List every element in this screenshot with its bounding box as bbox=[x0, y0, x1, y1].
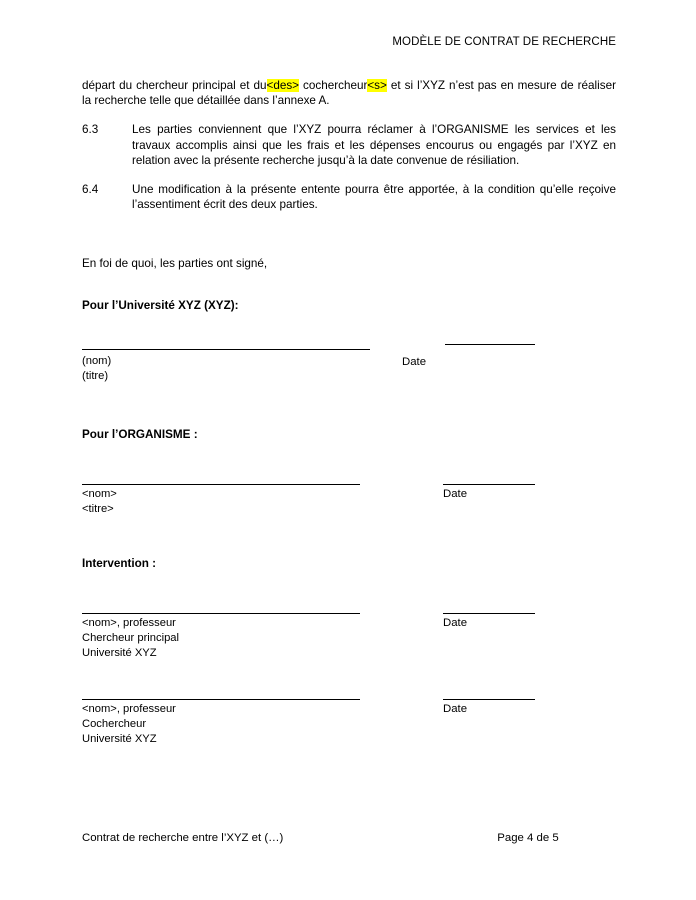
signature-name-line-1: <nom> bbox=[82, 488, 117, 500]
date-label: Date bbox=[443, 703, 468, 715]
signature-line-date bbox=[443, 484, 535, 485]
footer-page-number: Page 4 de 5 bbox=[497, 832, 559, 844]
clause-number: 6.4 bbox=[82, 183, 99, 197]
clause-number: 6.3 bbox=[82, 123, 99, 137]
date-label: Date bbox=[402, 356, 427, 368]
signature-heading-universite: Pour l’Université XYZ (XYZ): bbox=[82, 299, 239, 312]
signature-line-date bbox=[443, 699, 535, 700]
signature-name-line-3: Université XYZ bbox=[82, 647, 157, 659]
document-body bbox=[82, 78, 616, 212]
signature-line-date bbox=[445, 344, 535, 345]
date-label: Date bbox=[443, 617, 468, 629]
clause-6-3 bbox=[82, 122, 616, 168]
signature-name-line-2: (titre) bbox=[82, 370, 109, 382]
signature-heading-intervention: Intervention : bbox=[82, 557, 157, 570]
signature-lead-in: En foi de quoi, les parties ont signé, bbox=[82, 257, 268, 270]
signature-line-name bbox=[82, 613, 360, 614]
paragraph-text-part3: et si l’XYZ n’est pas en mesure de réaliser la recherche telle que détaillée dans l’annexe A. bbox=[82, 79, 616, 108]
clause-text: Les parties conviennent que l’XYZ pourra réclamer à l’ORGANISME les services et les travaux accomplis ainsi que les frais et les dépenses encourus ou engagés par l’XYZ en relation avec la présente recherche jusqu’à la date convenue de résiliation. bbox=[132, 123, 616, 167]
highlight-des-tag: <des> bbox=[266, 79, 299, 92]
signature-heading-organisme: Pour l’ORGANISME : bbox=[82, 428, 198, 441]
signature-line-name bbox=[82, 699, 360, 700]
date-label: Date bbox=[443, 488, 468, 500]
document-header: MODÈLE DE CONTRAT DE RECHERCHE bbox=[392, 36, 616, 48]
highlight-s-tag: <s> bbox=[367, 79, 387, 92]
continued-paragraph bbox=[82, 78, 616, 108]
signature-name-line-2: Chercheur principal bbox=[82, 632, 180, 644]
paragraph-text-part2: cochercheur bbox=[299, 79, 368, 92]
clause-text: Une modification à la présente entente pourra être apportée, à la condition qu’elle reçoive l’assentiment écrit des deux parties. bbox=[132, 183, 616, 212]
signature-line-name bbox=[82, 484, 360, 485]
signature-name-line-2: Cochercheur bbox=[82, 718, 147, 730]
signature-name-line-2: <titre> bbox=[82, 503, 114, 515]
signature-name-line-3: Université XYZ bbox=[82, 733, 157, 745]
signature-name-line-1: <nom>, professeur bbox=[82, 703, 176, 715]
signature-line-date bbox=[443, 613, 535, 614]
signature-name-line-1: <nom>, professeur bbox=[82, 617, 176, 629]
signature-name-line-1: (nom) bbox=[82, 355, 112, 367]
signature-line-name bbox=[82, 349, 370, 350]
footer-document-title: Contrat de recherche entre l’XYZ et (…) bbox=[82, 832, 284, 844]
paragraph-text-part1: départ du chercheur principal et du bbox=[82, 79, 267, 92]
clause-6-4 bbox=[82, 182, 616, 212]
